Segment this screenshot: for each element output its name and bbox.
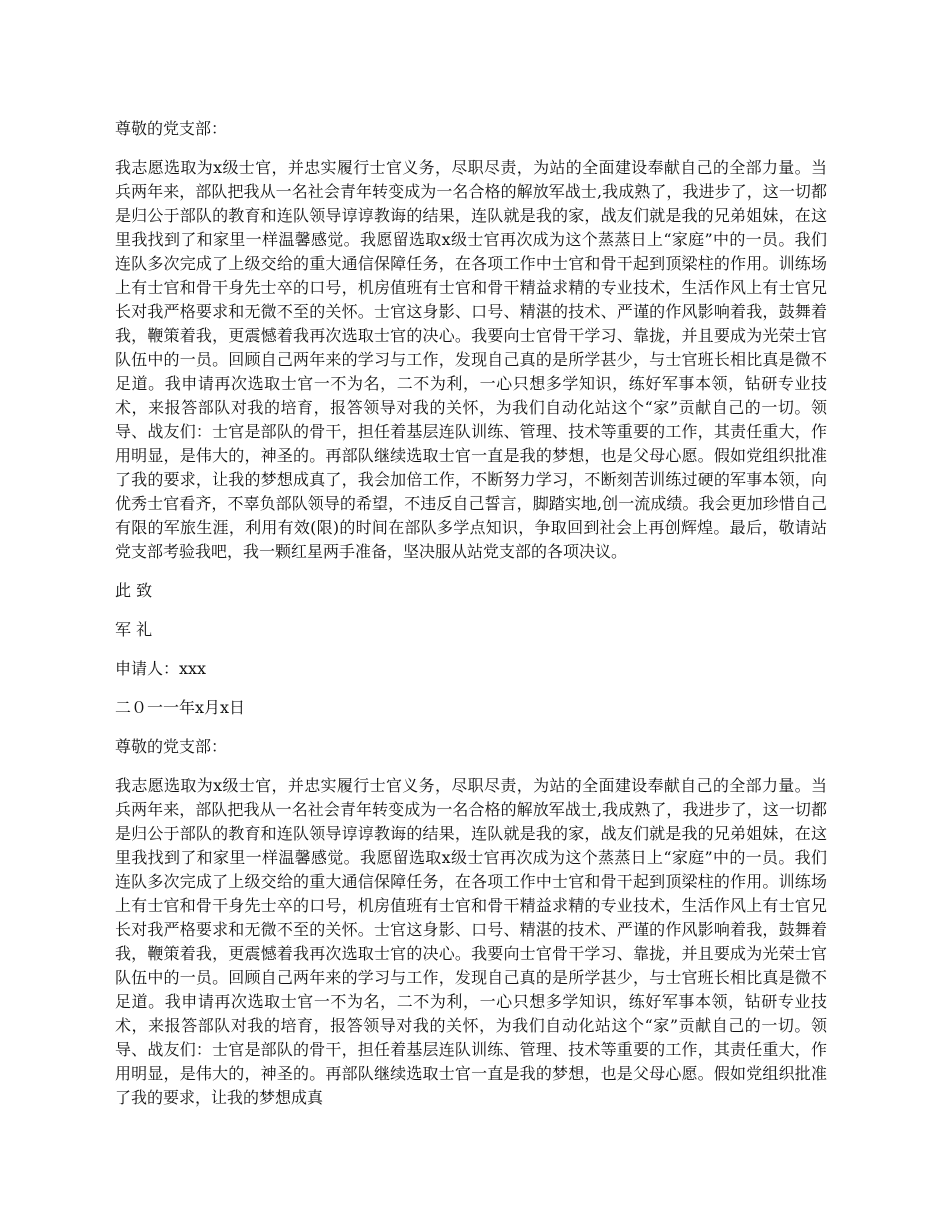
letter-body: 我志愿选取为x级士官，并忠实履行士官义务，尽职尽责，为站的全面建设奉献自己的全部力量。当兵两年来，部队把我从一名社会青年转变成为一名合格的解放军战士,我成熟了，我进步了，这一切都是归公于部队的教育和连队领导谆谆教诲的结果，连队就是我的家，战友们就是我的兄弟姐妹，在这里我找到了和家里一样温馨感觉。我愿留选取x级士官再次成为这个蒸蒸日上“家庭”中的一员。我们连队多次完成了上级交给的重大通信保障任务，在各项工作中士官和骨干起到顶梁柱的作用。训练场上有士官和骨干身先士卒的口号，机房值班有士官和骨干精益求精的专业技术，生活作风上有士官兄长对我严格要求和无微不至的关怀。士官这身影、口号、精湛的技术、严谨的作风影响着我，鼓舞着我，鞭策着我，更震憾着我再次选取士官的决心。我要向士官骨干学习、靠拢，并且要成为光荣士官队伍中的一员。回顾自己两年来的学习与工作，发现自己真的是所学甚少，与士官班长相比真是微不足道。我申请再次选取士官一不为名，二不为利，一心只想多学知识，练好军事本领，钻研专业技术，来报答部队对我的培育，报答领导对我的关怀，为我们自动化站这个“家”贡献自己的一切。领导、战友们：士官是部队的骨干，担任着基层连队训练、管理、技术等重要的工作，其责任重大，作用明显，是伟大的，神圣的。再部队继续选取士官一直是我的梦想，也是父母心愿。假如党组织批准了我的要求，让我的梦想成真 (115, 776, 827, 1107)
salutation: 尊敬的党支部： (115, 737, 228, 756)
salutation: 尊敬的党支部： (115, 119, 228, 138)
date: 二０一一年x月x日 (115, 698, 246, 717)
closing: 此 致 (115, 581, 153, 600)
letter-2 (115, 735, 827, 1110)
salute: 军 礼 (115, 620, 153, 639)
letter-body: 我志愿选取为x级士官，并忠实履行士官义务，尽职尽责，为站的全面建设奉献自己的全部力量。当兵两年来，部队把我从一名社会青年转变成为一名合格的解放军战士,我成熟了，我进步了，这一切都是归公于部队的教育和连队领导谆谆教诲的结果，连队就是我的家，战友们就是我的兄弟姐妹，在这里我找到了和家里一样温馨感觉。我愿留选取x级士官再次成为这个蒸蒸日上“家庭”中的一员。我们连队多次完成了上级交给的重大通信保障任务，在各项工作中士官和骨干起到顶梁柱的作用。训练场上有士官和骨干身先士卒的口号，机房值班有士官和骨干精益求精的专业技术，生活作风上有士官兄长对我严格要求和无微不至的关怀。士官这身影、口号、精湛的技术、严谨的作风影响着我，鼓舞着我，鞭策着我，更震憾着我再次选取士官的决心。我要向士官骨干学习、靠拢，并且要成为光荣士官队伍中的一员。回顾自己两年来的学习与工作，发现自己真的是所学甚少，与士官班长相比真是微不足道。我申请再次选取士官一不为名，二不为利，一心只想多学知识，练好军事本领，钻研专业技术，来报答部队对我的培育，报答领导对我的关怀，为我们自动化站这个“家”贡献自己的一切。领导、战友们：士官是部队的骨干，担任着基层连队训练、管理、技术等重要的工作，其责任重大，作用明显，是伟大的，神圣的。再部队继续选取士官一直是我的梦想，也是父母心愿。假如党组织批准了我的要求，让我的梦想成真了，我会加倍工作，不断努力学习，不断刻苦训练过硬的军事本领，向优秀士官看齐，不辜负部队领导的希望，不违反自己誓言，脚踏实地,创一流成绩。我会更加珍惜自己有限的军旅生涯，利用有效(限)的时间在部队多学点知识，争取回到社会上再创辉煌。最后，敬请站党支部考验我吧，我一颗红星两手准备，坚决服从站党支部的各项决议。 (115, 158, 827, 561)
letter-1 (115, 117, 827, 720)
applicant: 申请人：xxx (115, 659, 207, 678)
